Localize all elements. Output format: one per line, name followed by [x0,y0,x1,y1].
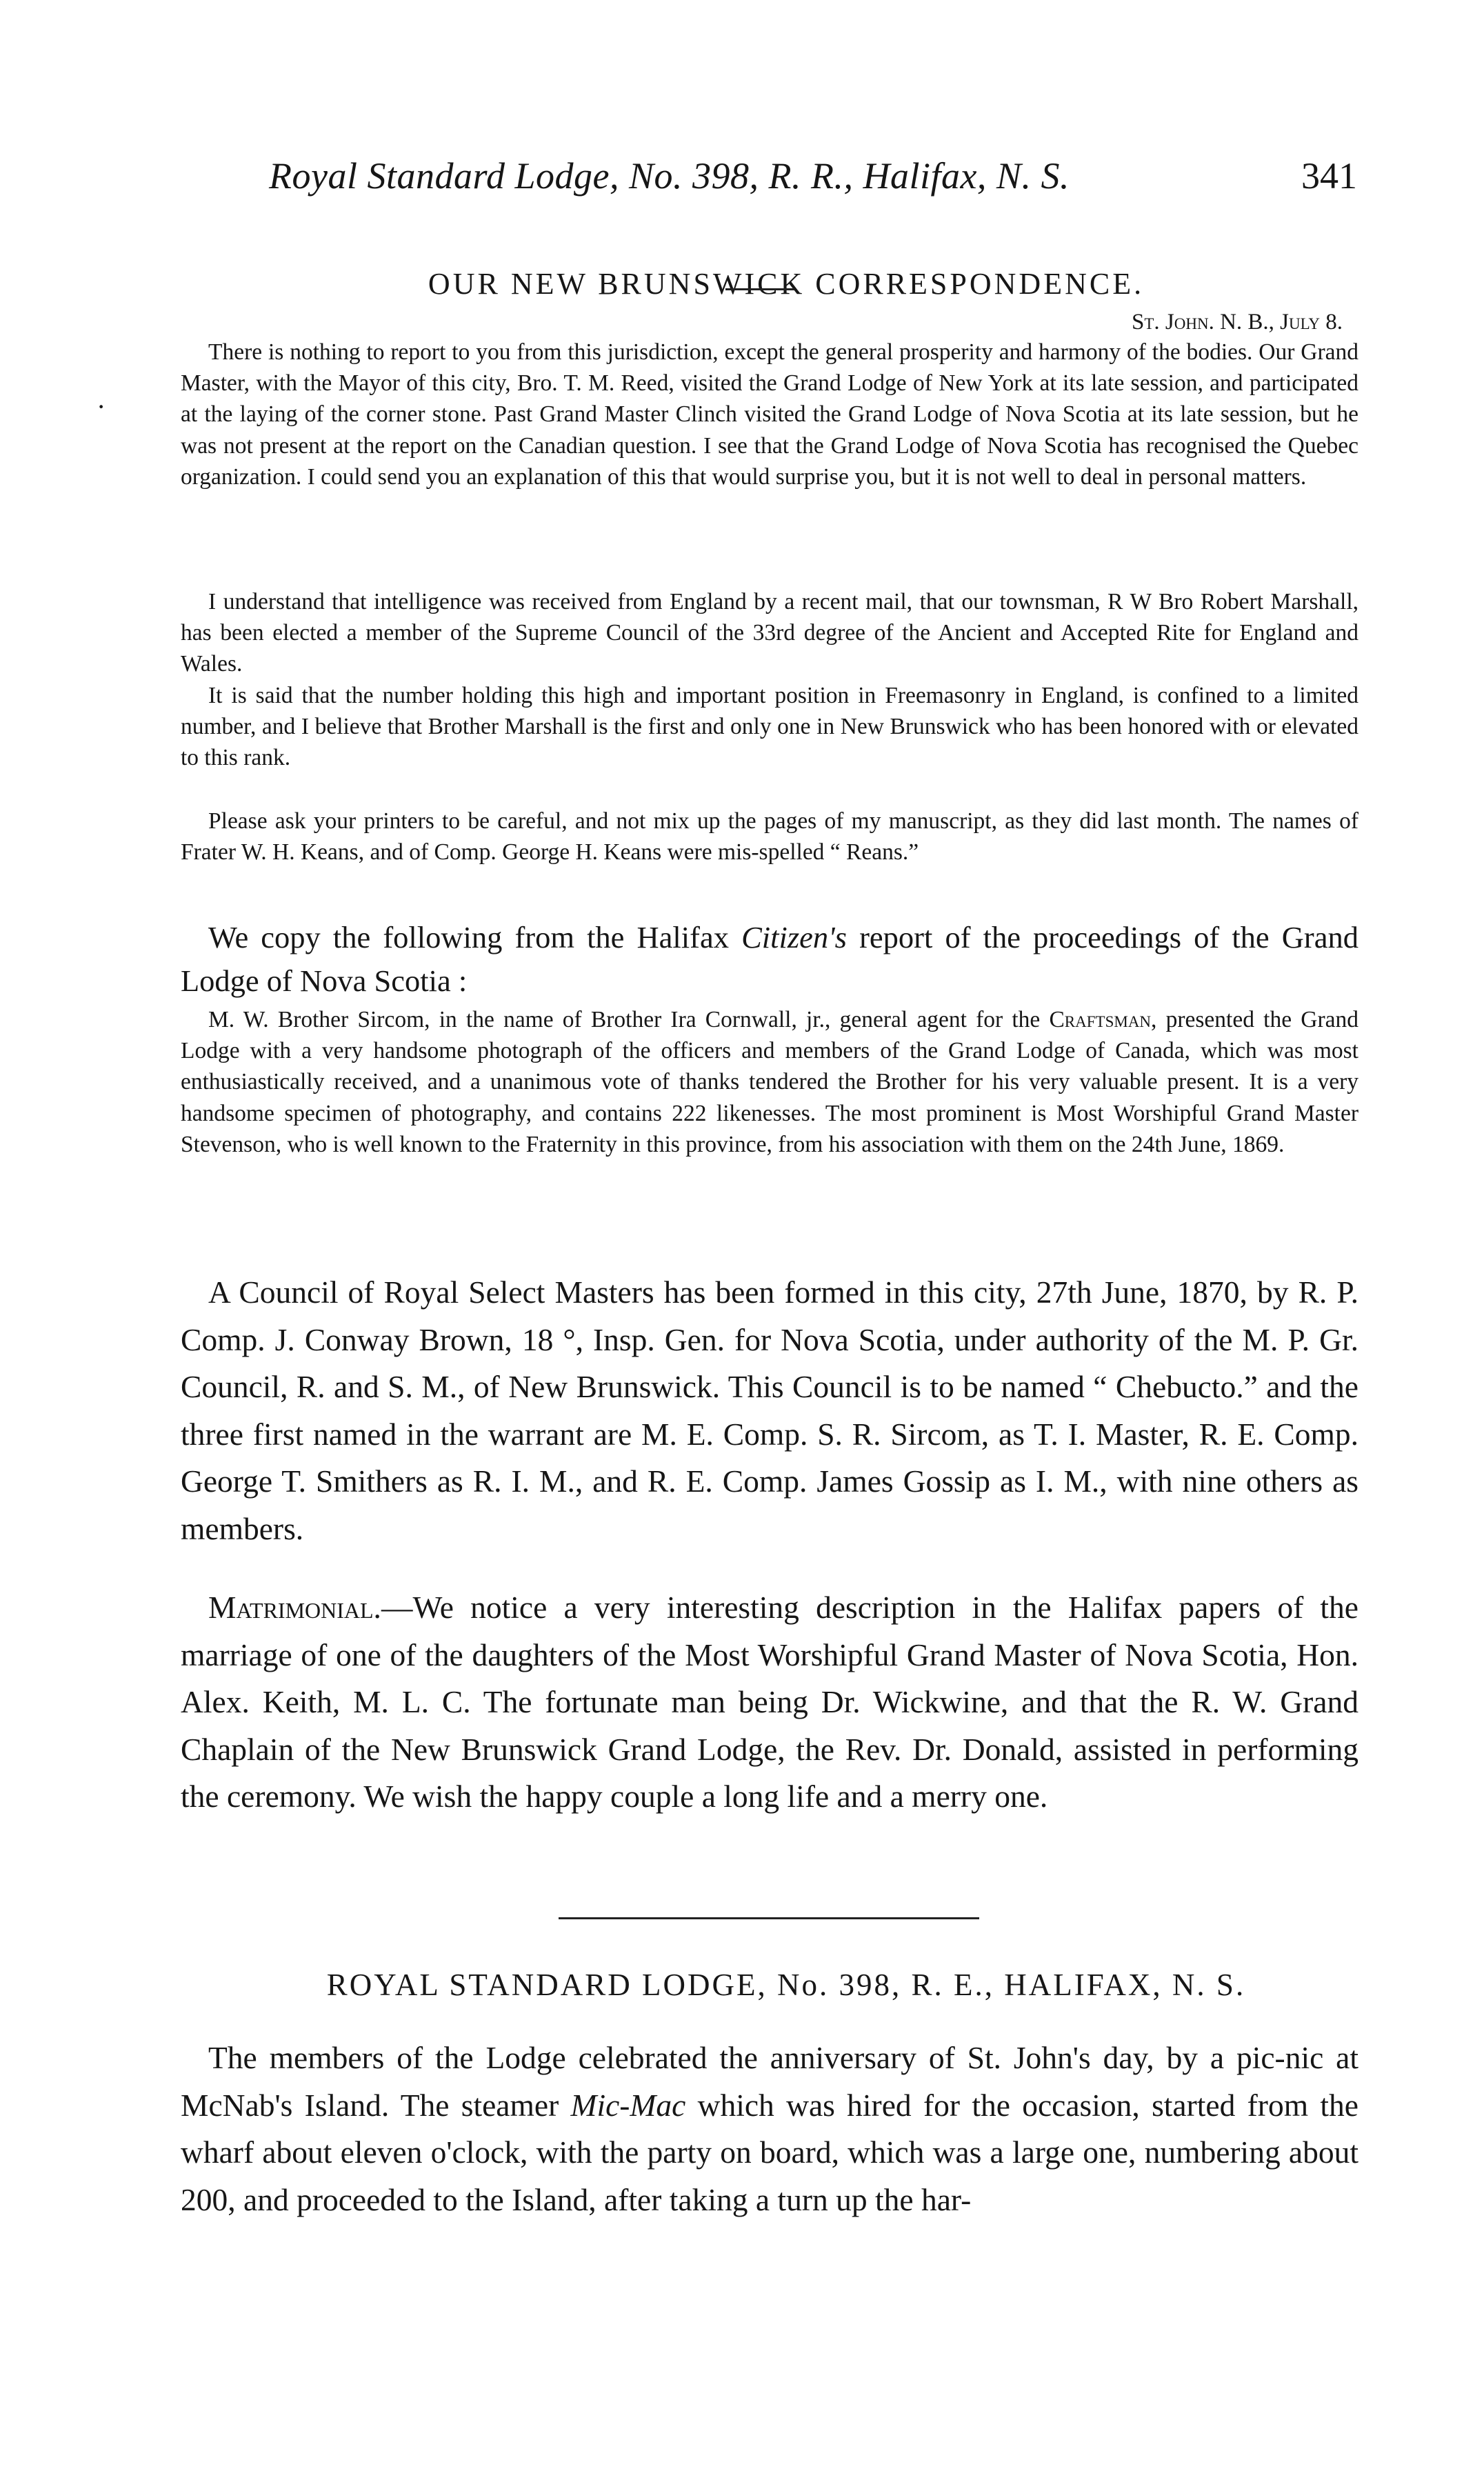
correspondence-paragraph-3: It is said that the number holding this high and important position in Freemasonry in England, is confined to a limited number, and I believe that Brother Marshall is the first and only one in New Brunswick who has been honored with or elevated to this rank. [181,683,1358,771]
running-title: Royal Standard Lodge, No. 398, R. R., Halifax, N. S. [269,155,1070,197]
matrimonial-paragraph [181,1584,1358,1821]
council-paragraph: A Council of Royal Select Masters has been formed in this city, 27th June, 1870, by R. P. Comp. J. Conway Brown, 18 °, Insp. Gen. for Nova Scotia, under authority of the M. P. Gr. Council, R. and S. M., of New Brunswick. This Council is to be named “ Chebucto.” and the three first named in the warrant are M. E. Comp. S. R. Sircom, as T. I. Master, R. E. Comp. George T. Smithers as R. I. M., and R. E. Comp. James Gossip as I. M., with nine others as members. [181,1274,1358,1546]
citizen-intro [181,916,1358,1003]
vessel-name: Mic-Mac [570,2087,686,2123]
citizen-quote [181,1004,1358,1160]
matrimonial-text: —We notice a very interesting description in the Halifax papers of the marriage of one of the daughters of the Most Worshipful Grand Master of Nova Scotia, Hon. Alex. Keith, M. L. C. The fortunate man being Dr. Wickwine, and that the R. W. Grand Chaplain of the New Brunswick Grand Lodge, the Rev. Dr. Donald, assisted in performing the ceremony. We wish the happy couple a long life and a merry one. [181,1590,1358,1814]
page-header [269,145,1357,207]
craftsman-name: Craftsman [1049,1007,1152,1032]
citizen-intro-start: We copy the following from the Halifax [208,920,742,954]
citizen-intro-end: report of the proceedings of the Grand Lodge of Nova Scotia : [181,920,1358,998]
section-divider [559,1917,979,1919]
correspondence-paragraph-4: Please ask your printers to be careful, and not mix up the pages of my manuscript, as they did last month. The names of Frater W. H. Keans, and of Comp. George H. Keans were mis-spelled “ Reans.” [181,808,1358,866]
lodge-paragraph-start: The members of the Lodge celebrated the anniversary of St. John's day, by a pic-nic at McNab's Island. The steamer [181,2040,1358,2123]
citizen-quote-start: M. W. Brother Sircom, in the name of Brother Ira Cornwall, jr., general agent for the [208,1007,1050,1032]
page-number: 341 [1301,155,1357,197]
citizen-quote-end: , presented the Grand Lodge with a very handsome photograph of the officers and members of the Grand Lodge of Canada, which was most enthusiastically received, and a unanimous vote of thanks tendered the Brother for his very valuable present. It is a very handsome specimen of photography, and contains 222 likenesses. The most prominent is Most Worshipful Grand Master Stevenson, who is well known to the Fraternity in this province, from his association with them on the 24th June, 1869. [181,1007,1358,1157]
citizen-name: Citizen's [741,920,847,954]
lodge-paragraph-end: which was hired for the occasion, started from the wharf about eleven o'clock, with the party on board, which was a large one, numbering about 200, and proceeded to the Island, after taking a turn up the har- [181,2087,1358,2217]
correspondence-paragraph-2: I understand that intelligence was received from England by a recent mail, that our townsman, R W Bro Robert Marshall, has been elected a member of the Supreme Council of the 33rd degree of the Ancient and Accepted Rite for England and Wales. [181,589,1358,677]
dateline: St. John. N. B., July 8. [1132,310,1343,334]
matrimonial-lead: Matrimonial. [208,1590,381,1625]
correspondence-paragraph-1: There is nothing to report to you from this jurisdiction, except the general prosperity and harmony of the bodies. Our Grand Master, with the Mayor of this city, Bro. T. M. Reed, visited the Grand Lodge of New York at its late session, and participated at the laying of the corner stone. Past Grand Master Clinch visited the Grand Lodge of Nova Scotia at its late session, but he was not present at the report on the Canadian question. I see that the Grand Lodge of Nova Scotia has recognised the Quebec organization. I could send you an explanation of this that would surprise you, but it is not well to deal in personal matters. [181,339,1358,490]
title-rule [725,288,794,290]
correspondence-title: OUR NEW BRUNSWICK CORRESPONDENCE. [428,267,1145,301]
margin-mark: · [97,391,106,422]
lodge-paragraph [181,2034,1358,2223]
lodge-section-title: ROYAL STANDARD LODGE, No. 398, R. E., HALIFAX, N. S. [326,1968,1246,2002]
